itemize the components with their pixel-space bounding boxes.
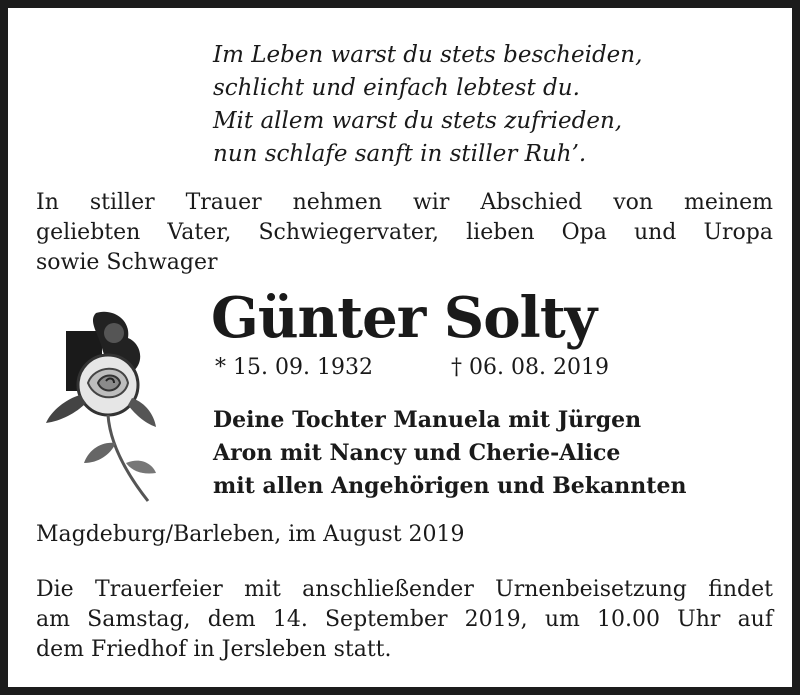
family-line: Deine Tochter Manuela mit Jürgen — [213, 407, 642, 433]
death-date: † 06. 08. 2019 — [451, 355, 609, 380]
service-line: am Samstag, dem 14. September 2019, um 10.00 Uhr auf — [36, 607, 773, 632]
rose-icon — [36, 303, 166, 508]
intro-line: sowie Schwager — [36, 250, 218, 275]
intro-line: geliebten Vater, Schwiegervater, lieben Opa und Uropa — [36, 220, 773, 245]
intro-text — [36, 188, 773, 278]
memorial-poem — [213, 39, 753, 171]
poem-line: nun schlafe sanft in stiller Ruh’. — [213, 141, 587, 167]
obituary-notice — [8, 8, 792, 687]
poem-line: Mit allem warst du stets zufrieden, — [213, 108, 623, 134]
place-and-date: Magdeburg/Barleben, im August 2019 — [36, 522, 465, 547]
family-signatures — [213, 404, 686, 503]
service-line: dem Friedhof in Jersleben statt. — [36, 637, 392, 662]
deceased-name: Günter Solty — [211, 285, 597, 351]
family-line: Aron mit Nancy und Cherie-Alice — [213, 440, 621, 466]
service-line: Die Trauerfeier mit anschließender Urnenbeisetzung findet — [36, 577, 773, 602]
poem-line: Im Leben warst du stets bescheiden, — [213, 42, 643, 68]
family-line: mit allen Angehörigen und Bekannten — [213, 473, 687, 499]
intro-line: In stiller Trauer nehmen wir Abschied von meinem — [36, 190, 773, 215]
birth-date: * 15. 09. 1932 — [215, 355, 373, 380]
poem-line: schlicht und einfach lebtest du. — [213, 75, 580, 101]
funeral-service-info — [36, 575, 773, 665]
